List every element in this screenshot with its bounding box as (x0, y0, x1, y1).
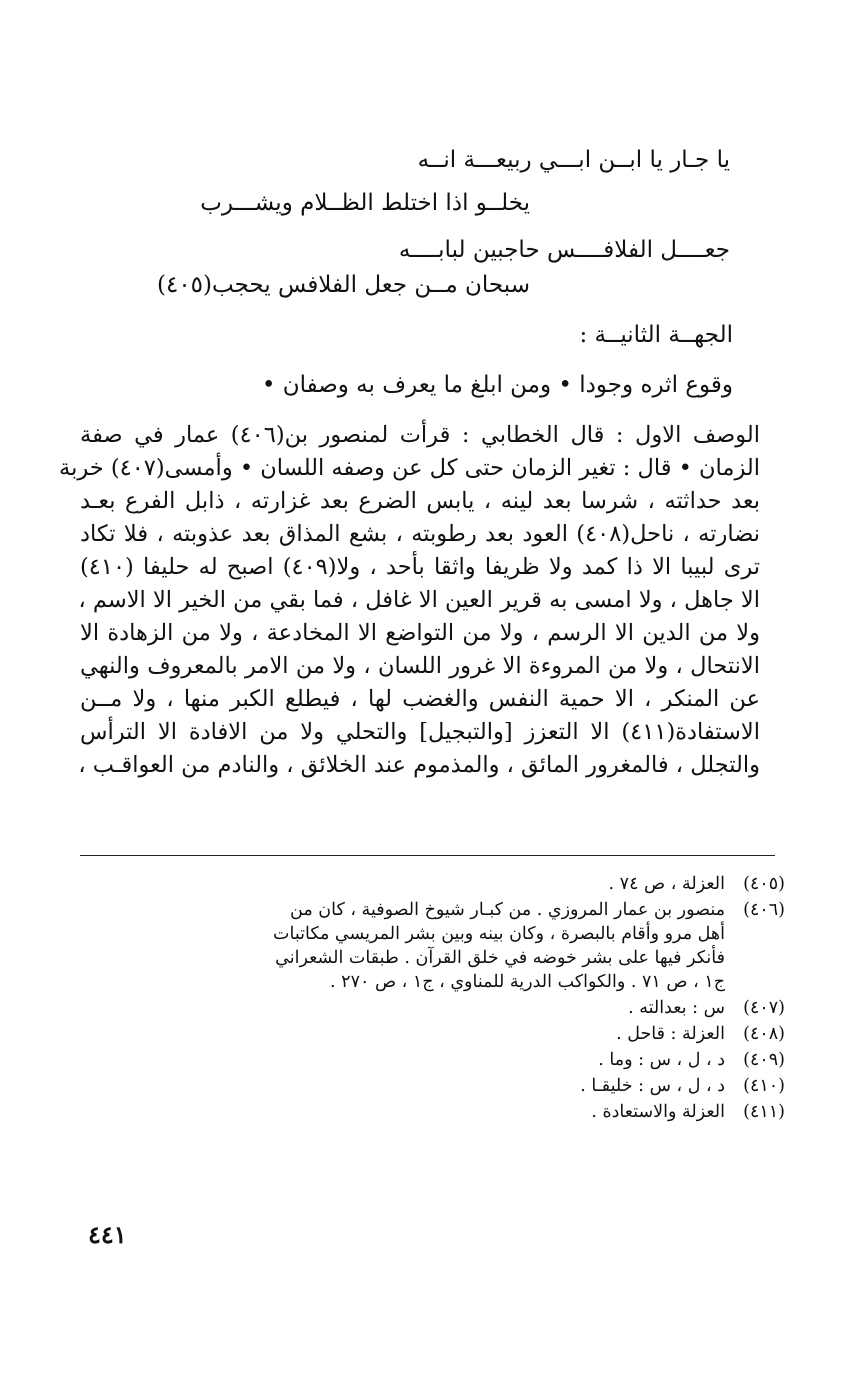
footnote-number: (٤٠٧) (743, 998, 785, 1018)
body-line: الاستفادة(٤١١) الا التعزز [والتبجيل] والتحلي ولا من الافادة الا الترأس (80, 719, 760, 745)
footnote-number: (٤٠٥) (743, 874, 785, 894)
footnote (80, 1022, 785, 1046)
body-line: الزمان • قال : تغير الزمان حتى كل عن وصفه اللسان • وأمسى(٤٠٧) خربة (59, 455, 760, 481)
footnote-line: منصور بن عمار المروزي . من كبـار شيوخ الصوفية ، كان من (290, 900, 725, 920)
footnote-text (80, 872, 725, 896)
footnote (80, 996, 785, 1020)
verse-line-1: يا جـار يا ابــن ابـــي ربيعـــة انــه (417, 147, 730, 173)
footnote-text (80, 1022, 725, 1046)
lead-sentence: وقوع اثره وجودا • ومن ابلغ ما يعرف به وصفان • (261, 372, 733, 398)
footnote-number: (٤٠٦) (743, 900, 785, 920)
body-line: ترى لبيبا الا ذا كمد ولا ظريفا واثقا بأحد ، ولا(٤٠٩) اصبح له حليفا (٤١٠) (80, 554, 761, 580)
footnote-divider (80, 855, 775, 856)
footnote (80, 1048, 785, 1072)
footnote-line: د ، ل ، س : وما . (598, 1050, 725, 1070)
footnotes (80, 872, 785, 1126)
body-line: نضارته ، ناحل(٤٠٨) العود بعد رطوبته ، بشع المذاق بعد عذوبته ، فلا تكاد (80, 521, 760, 547)
footnote (80, 1074, 785, 1098)
body-line: والتجلل ، فالمغرور المائق ، والمذموم عند الخلائق ، والنادم من العواقـب ، (78, 752, 760, 778)
footnote-number: (٤٠٨) (743, 1024, 785, 1044)
footnote (80, 872, 785, 896)
footnote-text (80, 1100, 725, 1124)
page-number: ٤٤١ (88, 1220, 127, 1249)
body-line: عن المنكر ، الا حمية النفس والغضب لها ، فيطلع الكبر منها ، ولا مــن (80, 686, 760, 712)
footnote-line: س : بعدالته . (628, 998, 725, 1018)
section-heading: الجهــة الثانيــة : (579, 322, 733, 348)
footnote-text (80, 1074, 725, 1098)
footnote-line: أهل مرو وأقام بالبصرة ، وكان بينه وبين بشر المريسي مكاتبات (273, 924, 725, 944)
footnote-number: (٤١٠) (743, 1076, 785, 1096)
body-line: الوصف الاول : قال الخطابي : قرأت لمنصور بن(٤٠٦) عمار في صفة (80, 422, 760, 448)
footnote-line: العزلة ، ص ٧٤ . (608, 874, 725, 894)
footnote-number: (٤٠٩) (743, 1050, 785, 1070)
footnote-number: (٤١١) (743, 1102, 785, 1122)
footnote-line: العزلة : قاحل . (616, 1024, 725, 1044)
verse-line-3: جعــــل الفلافــــس حاجبين لبابــــه (398, 237, 730, 263)
body-line: الا جاهل ، ولا امسى به قرير العين الا غافل ، فما بقي من الخير الا الاسم ، (78, 587, 760, 613)
body-line: الانتحال ، ولا من المروءة الا غرور اللسان ، ولا من الامر بالمعروف والنهي (80, 653, 760, 679)
footnote-text (80, 898, 725, 994)
footnote-line: د ، ل ، س : خليقـا . (580, 1076, 725, 1096)
footnote-text (80, 996, 725, 1020)
body-line: ولا من الدين الا الرسم ، ولا من التواضع الا المخادعة ، ولا من الزهادة الا (80, 620, 760, 646)
footnote-text (80, 1048, 725, 1072)
body-paragraph (59, 419, 761, 782)
footnote (80, 1100, 785, 1124)
footnote-line: فأنكر فيها على بشر خوضه في خلق القرآن . طبقات الشعراني (275, 948, 725, 968)
verse-line-4: سبحان مــن جعل الفلافس يحجب(٤٠٥) (156, 272, 530, 298)
footnote-line: ج١ ، ص ٧١ . والكواكب الدرية للمناوي ، ج١ ، ص ٢٧٠ . (330, 972, 725, 992)
verse-line-2: يخلــو اذا اختلط الظــلام ويشـــرب (200, 190, 530, 216)
footnote-line: العزلة والاستعادة . (591, 1102, 725, 1122)
body-line: بعد حداثته ، شرسا بعد لينه ، يابس الضرع بعد غزارته ، ذابل الفرع بعـد (80, 488, 760, 514)
footnote (80, 898, 785, 994)
